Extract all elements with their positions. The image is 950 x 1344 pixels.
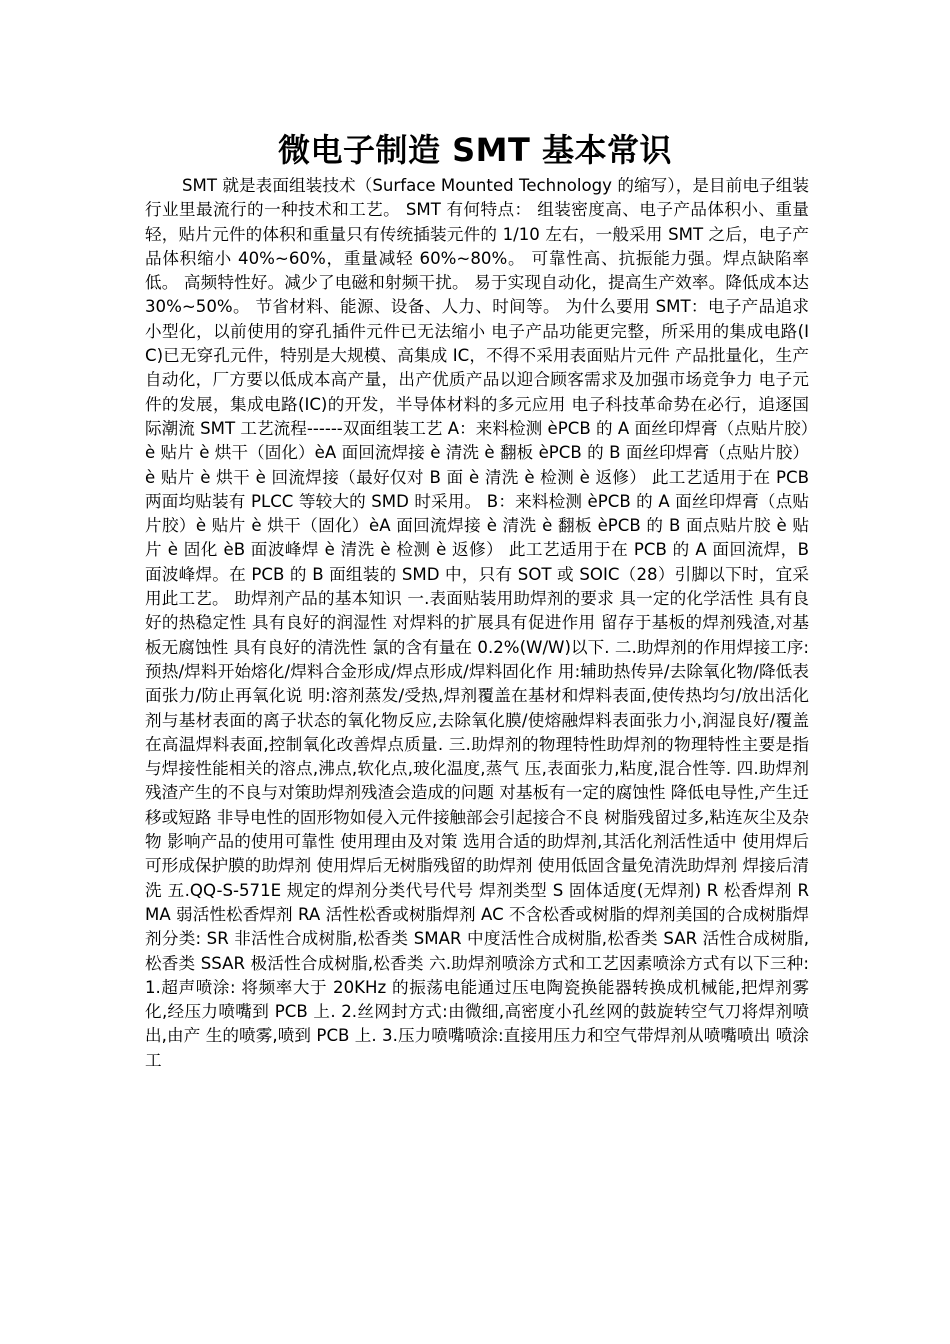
document-title: 微电子制造 SMT 基本常识 xyxy=(277,131,672,169)
document-body: SMT 就是表面组装技术（Surface Mounted Technology 的缩写），是目前电子组装行业里最流行的一种技术和工艺。 SMT 有何特点： 组装密度高、电子产品体积小、重量轻，贴片元件的体积和重量只有传统插装元件的 1/10 左右，一般采用 SMT 之后，电子产品体积缩小 40%~60%，重量减轻 60%~80%。 可靠性高、抗振能力强。焊点缺陷率低。 高频特性好。减少了电磁和射频干扰。 易于实现自动化，提高生产效率。降低成本达 30%~50%。 节省材料、能源、设备、人力、时间等。 为什么要用 SMT：电子产品追求小型化，以前使用的穿孔插件元件已无法缩小 电子产品功能更完整，所采用的集成电路(IC)已无穿孔元件，特别是大规模、高集成 IC，不得不采用表面贴片元件 产品批量化，生产自动化，厂方要以低成本高产量，出产优质产品以迎合顾客需求及加强市场竞争力 电子元件的发展，集成电路(IC)的开发，半导体材料的多元应用 电子科技革命势在必行，追逐国际潮流 SMT 工艺流程------双面组装工艺 A：来料检测 èPCB 的 A 面丝印焊膏（点贴片胶）è 贴片 è 烘干（固化）èA 面回流焊接 è 清洗 è 翻板 èPCB 的 B 面丝印焊膏（点贴片胶）è 贴片 è 烘干 è 回流焊接（最好仅对 B 面 è 清洗 è 检测 è 返修） 此工艺适用于在 PCB 两面均贴装有 PLCC 等较大的 SMD 时采用。 B：来料检测 èPCB 的 A 面丝印焊膏（点贴片胶）è 贴片 è 烘干（固化）èA 面回流焊接 è 清洗 è 翻板 èPCB 的 B 面点贴片胶 è 贴片 è 固化 èB 面波峰焊 è 清洗 è 检测 è 返修） 此工艺适用于在 PCB 的 A 面回流焊，B 面波峰焊。在 PCB 的 B 面组装的 SMD 中，只有 SOT 或 SOIC（28）引脚以下时，宜采用此工艺。 助焊剂产品的基本知识 一.表面贴装用助焊剂的要求 具一定的化学活性 具有良好的热稳定性 具有良好的润湿性 对焊料的扩展具有促进作用 留存于基板的焊剂残渣,对基板无腐蚀性 具有良好的清洗性 氯的含有量在 0.2%(W/W)以下. 二.助焊剂的作用焊接工序:预热/焊料开始熔化/焊料合金形成/焊点形成/焊料固化作 用:辅助热传异/去除氧化物/降低表面张力/防止再氧化说 明:溶剂蒸发/受热,焊剂覆盖在基材和焊料表面,使传热均匀/放出活化剂与基材表面的离子状态的氧化物反应,去除氧化膜/使熔融焊料表面张力小,润湿良好/覆盖在高温焊料表面,控制氧化改善焊点质量. 三.助焊剂的物理特性助焊剂的物理特性主要是指与焊接性能相关的溶点,沸点,软化点,玻化温度,蒸气 压,表面张力,粘度,混合性等. 四.助焊剂残渣产生的不良与对策助焊剂残渣会造成的问题 对基板有一定的腐蚀性 降低电导性,产生迁移或短路 非导电性的固形物如侵入元件接触部会引起接合不良 树脂残留过多,粘连灰尘及杂物 影响产品的使用可靠性 使用理由及对策 选用合适的助焊剂,其活化剂活性适中 使用焊后可形成保护膜的助焊剂 使用焊后无树脂残留的助焊剂 使用低固含量免清洗助焊剂 焊接后清洗 五.QQ-S-571E 规定的焊剂分类代号代号 焊剂类型 S 固体适度(无焊剂) R 松香焊剂 RMA 弱活性松香焊剂 RA 活性松香或树脂焊剂 AC 不含松香或树脂的焊剂美国的合成树脂焊剂分类: SR 非活性合成树脂,松香类 SMAR 中度活性合成树脂,松香类 SAR 活性合成树脂,松香类 SSAR 极活性合成树脂,松香类 六.助焊剂喷涂方式和工艺因素喷涂方式有以下三种: 1.超声喷涂: 将频率大于 20KHz 的振荡电能通过压电陶瓷换能器转换成机械能,把焊剂雾化,经压力喷嘴到 PCB 上. 2.丝网封方式:由微细,高密度小孔丝网的鼓旋转空气刀将焊剂喷出,由产 生的喷雾,喷到 PCB 上. 3.压力喷嘴喷涂:直接用压力和空气带焊剂从喷嘴喷出 喷涂工 xyxy=(145,176,809,1070)
